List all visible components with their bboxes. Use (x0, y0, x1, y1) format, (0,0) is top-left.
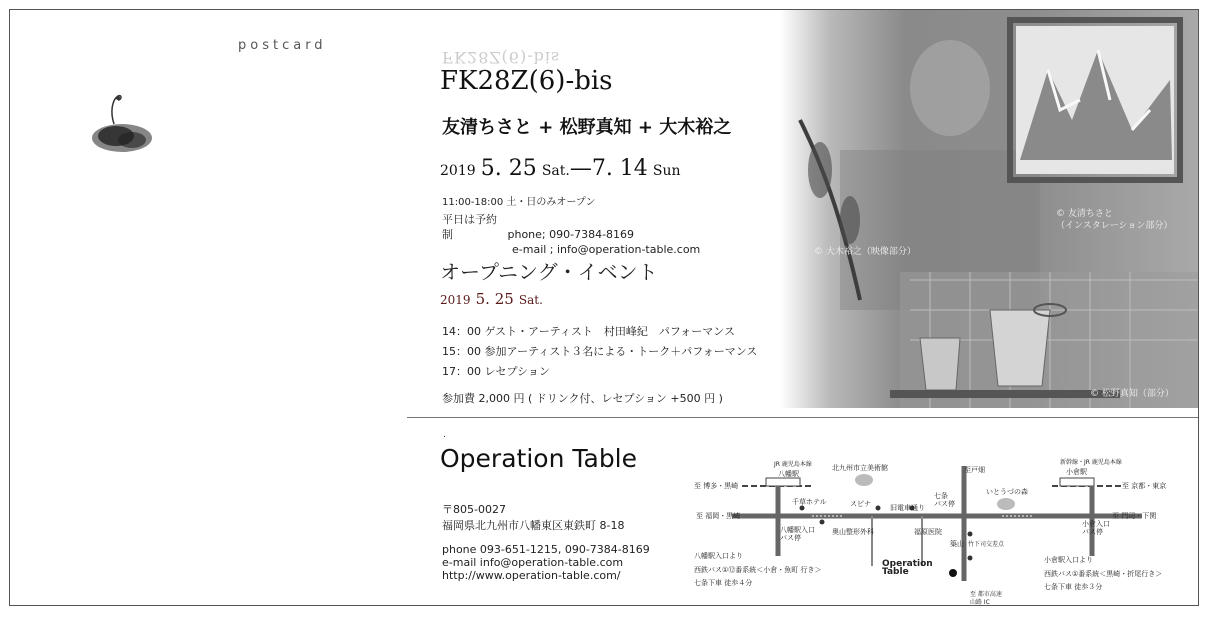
venue-dot: . (443, 430, 446, 440)
postcard (9, 9, 1199, 606)
event-date (440, 289, 543, 308)
map-label-kokura-iriguchi: 小倉入口バス停 (1082, 520, 1110, 536)
map-label-yahata-iriguchi: 八幡駅入口バス停 (780, 526, 815, 542)
map-label-hotel: 千草ホテル (792, 498, 827, 506)
event-year: 2019 (440, 293, 471, 307)
access-map (682, 446, 1182, 606)
map-label-highway: 至 都市高速山路 IC (970, 591, 1002, 606)
date-start-day: Sat. (541, 163, 570, 179)
reservation-label: 平日は予約制 (442, 213, 497, 241)
date-year: 2019 (440, 163, 476, 179)
event-weekday: Sat. (518, 293, 543, 307)
map-label-to-fukuoka: 至 福岡・黒崎 (696, 512, 741, 520)
credit-tomokiyo-sub: （インスタレーション部分） (1056, 221, 1173, 231)
postcard-label: postcard (238, 38, 327, 53)
venue-name: Operation Table (440, 444, 638, 473)
street-address: 福岡県北九州市八幡東区東鉄町 8-18 (442, 519, 625, 532)
map-label-shinkansen: 新幹線・JR 鹿児島本線 (1060, 459, 1122, 466)
venue-url[interactable]: http://www.operation-table.com/ (442, 569, 621, 582)
schedule-item: 17：00 レセプション (442, 365, 550, 378)
map-label-to-kyoto: 至 京都・東京 (1122, 482, 1167, 490)
venue-email[interactable]: e-mail info@operation-table.com (442, 556, 624, 569)
map-label-jr-line: JR 鹿児島本線 (774, 461, 812, 468)
map-right-route-bus: 西鉄バス①番系統＜黒崎・折尾行き＞ (1044, 570, 1163, 578)
map-label-to-moji: 至 門司・下関 (1112, 512, 1157, 520)
credit-ohki: © 大木裕之（映像部分） (814, 247, 916, 257)
exhibition-dates (440, 156, 681, 181)
section-divider (407, 417, 1199, 418)
map-right-route-title: 小倉駅入口より (1044, 556, 1093, 564)
venue-address (442, 502, 624, 534)
forest-marker (997, 498, 1015, 510)
map-label-kokura-station: 小倉駅 (1066, 468, 1087, 476)
credit-tomokiyo-name: © 友清ちさと (1056, 209, 1113, 219)
map-label-shiroyama: 築山 (950, 540, 964, 548)
venue-marker (949, 569, 957, 577)
opening-hours: 11:00-18:00 土・日のみオープン (442, 197, 596, 208)
map-label-shichijo: 七条バス停 (934, 492, 955, 508)
map-left-route-title: 八幡駅入口より (694, 552, 743, 560)
map-label-itouzu: いとうづの森 (986, 488, 1028, 496)
event-title: オープニング・イベント (440, 260, 658, 284)
map-label-to-tobata: 至戸畑 (964, 466, 985, 474)
exhibition-title: FK28Z(6)-bis (440, 66, 613, 96)
schedule-item: 14：00 ゲスト・アーティスト 村田峰紀 パフォーマンス (442, 325, 735, 338)
reservation-email: e-mail ; info@operation-table.com (512, 243, 701, 256)
postal-code: 〒805-0027 (442, 503, 506, 516)
artwork-thumbnail (74, 70, 170, 166)
event-fee: 参加費 2,000 円 ( ドリンク付、レセプション +500 円 ) (442, 392, 723, 405)
date-start: 5. 25 (480, 156, 537, 181)
kokura-station-box (1060, 478, 1094, 486)
venue-contact (442, 543, 650, 582)
map-label-museum: 北九州市立美術館 (832, 464, 888, 472)
reservation-info (442, 212, 700, 257)
map-right-route-walk: 七条下車 徒歩３分 (1044, 583, 1103, 591)
map-left-route-bus: 西鉄バス①⑫番系統＜小倉・魚町 行き＞ (694, 566, 822, 574)
date-dash: — (569, 156, 592, 181)
map-label-venue: Operation Table (882, 559, 933, 577)
date-end-day: Sun (652, 163, 681, 179)
yahata-station-box (766, 478, 800, 486)
event-day-date: 5. 25 (475, 290, 514, 308)
artist-names: 友清ちさと + 松野真知 + 大木裕之 (442, 117, 732, 138)
schedule-item: 15：00 参加アーティスト３名による・トーク＋パフォーマンス (442, 345, 758, 358)
map-label-okuyama: 奥山整形外科 (832, 528, 874, 536)
date-end: 7. 14 (591, 156, 648, 181)
museum-marker (855, 474, 873, 486)
map-label-to-hakata: 至 博多・黒崎 (694, 482, 739, 490)
reservation-phone: phone; 090-7384-8169 (507, 228, 635, 241)
map-label-fukuhara: 福原医院 (914, 528, 942, 536)
credit-tomokiyo (1056, 208, 1172, 232)
event-schedule (442, 322, 757, 382)
map-label-spina: スピナ (850, 500, 871, 508)
map-label-takeshita: 竹下司交差点 (968, 541, 1005, 548)
map-label-old-tram: 旧電車通り (890, 504, 925, 512)
venue-phone: phone 093-651-1215, 090-7384-8169 (442, 543, 650, 556)
map-left-route-walk: 七条下車 徒歩４分 (694, 579, 753, 587)
title-reflection: FK28Z(6)-bis (442, 48, 561, 67)
map-label-yahata-station: 八幡駅 (778, 470, 799, 478)
credit-matsuno: © 松野真知（部分） (1090, 389, 1174, 399)
